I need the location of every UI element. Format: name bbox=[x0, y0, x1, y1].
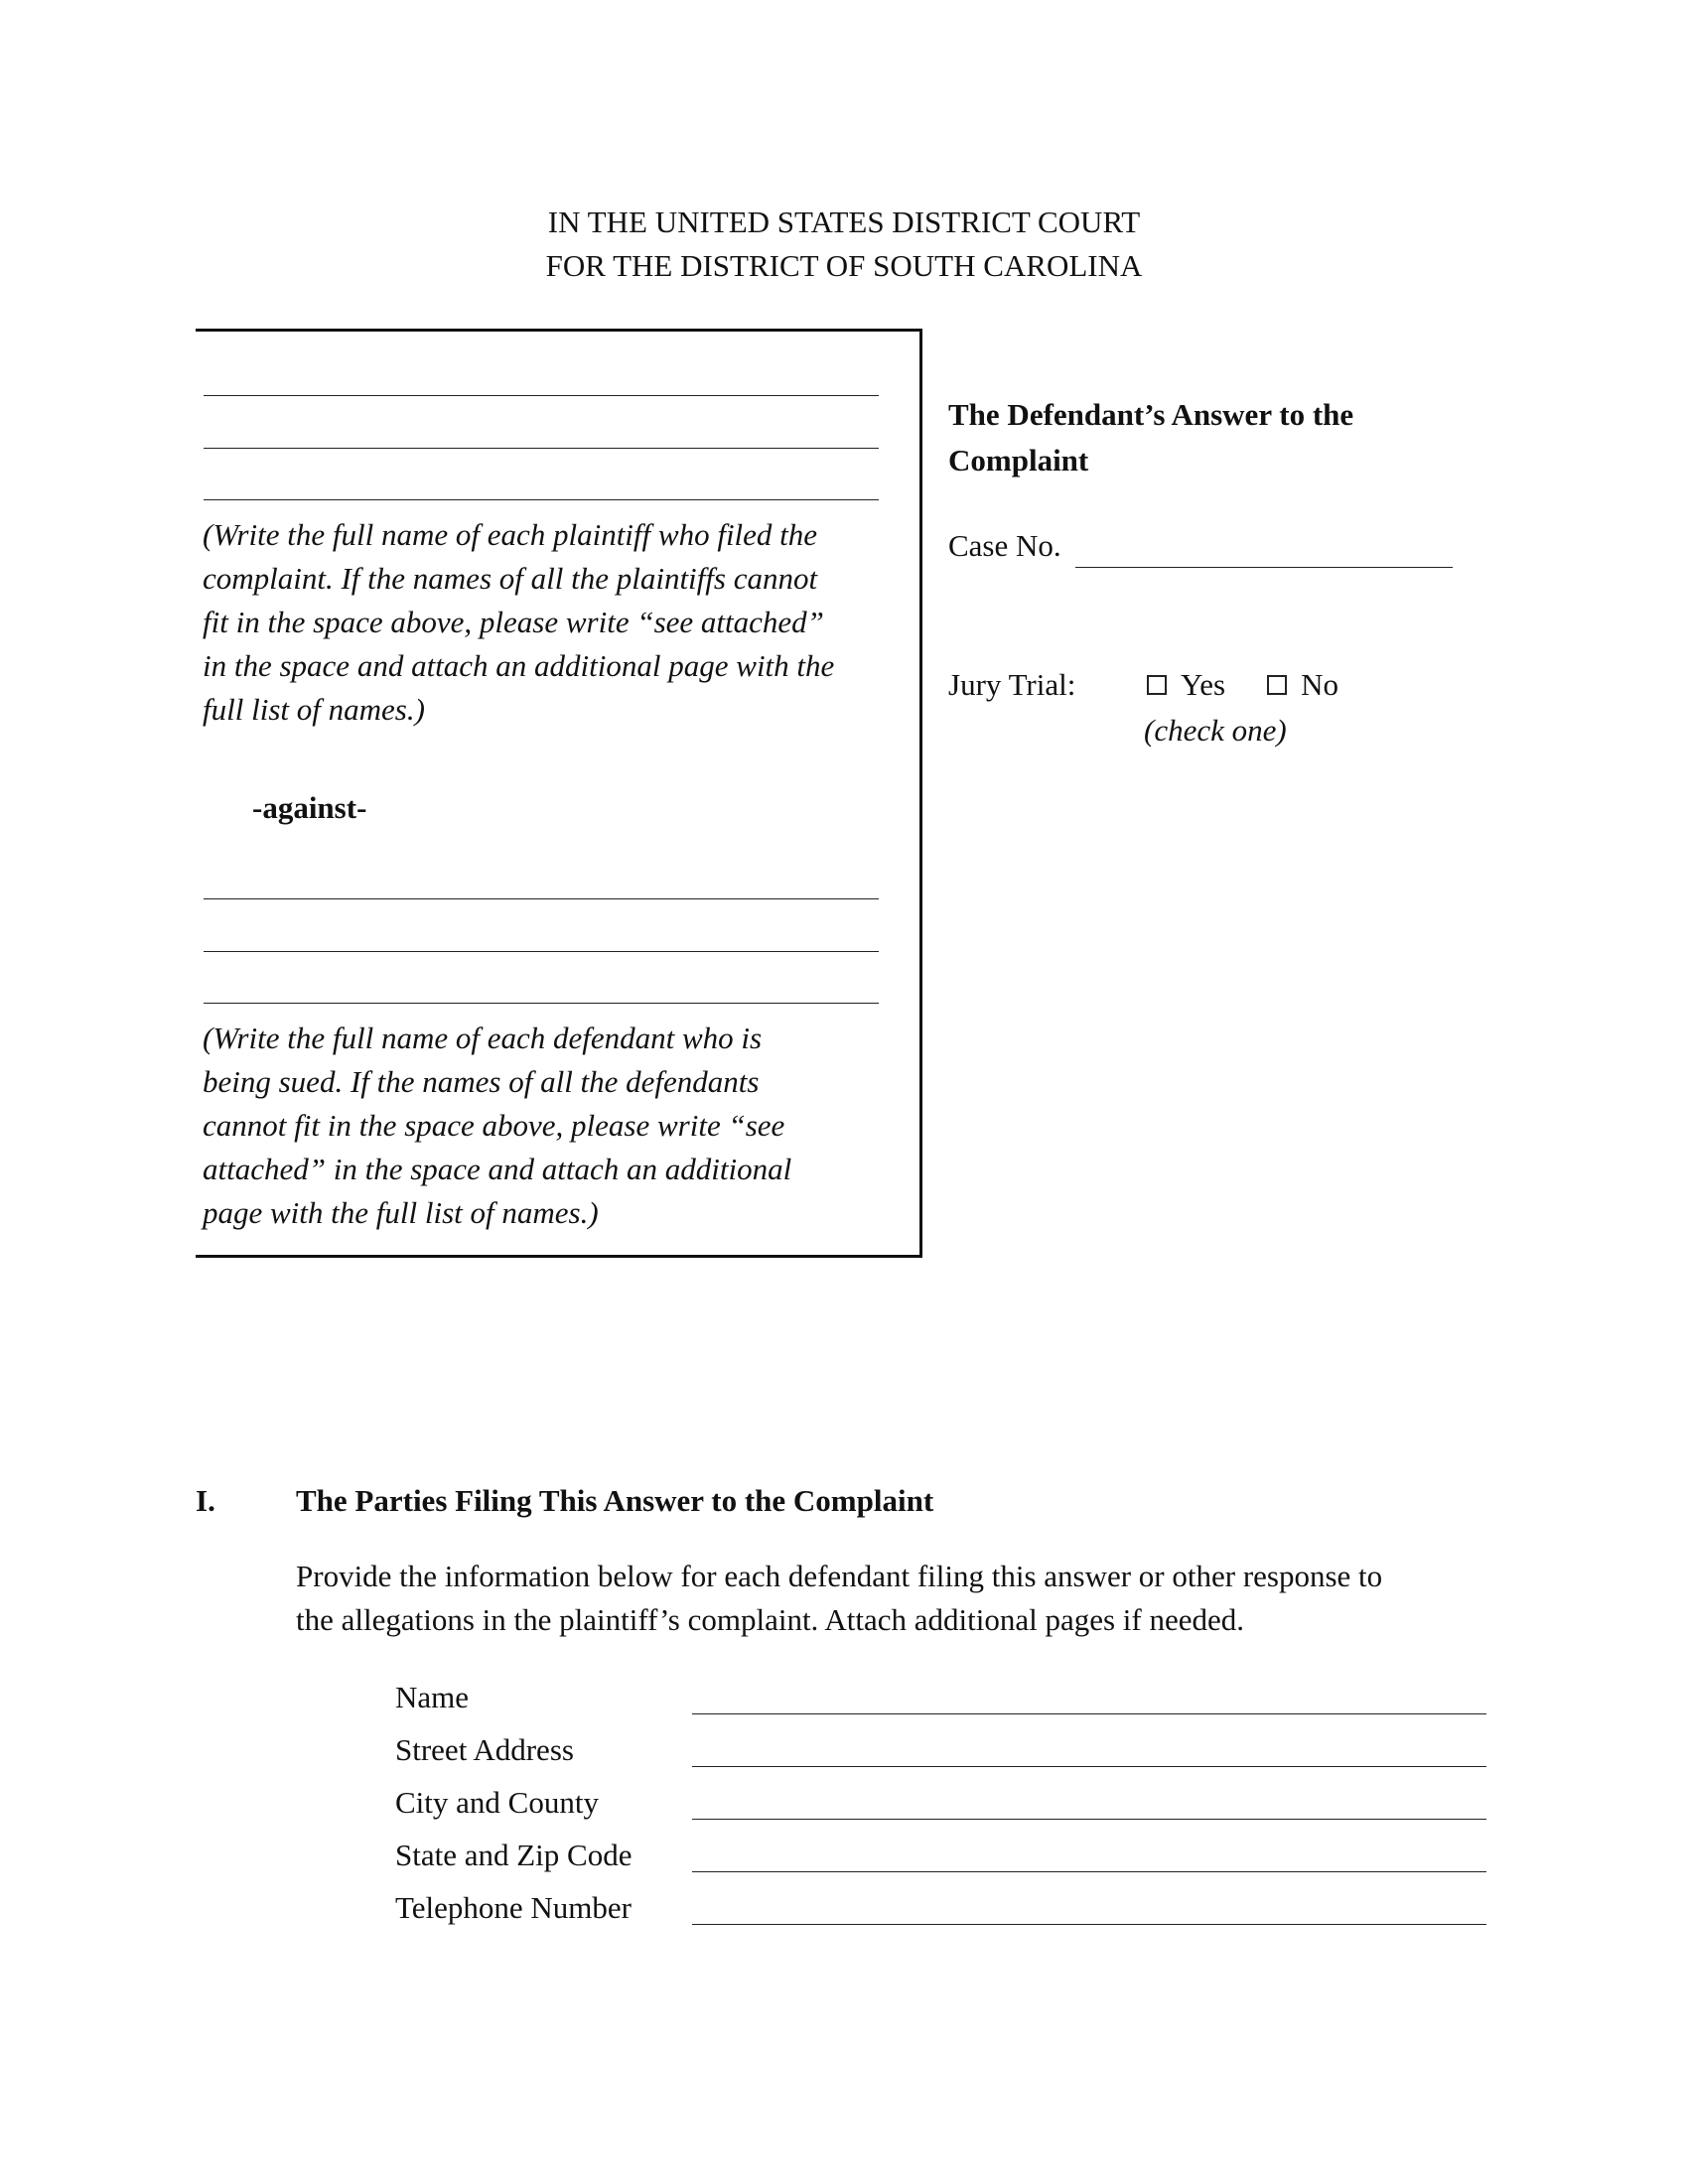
defendant-name-line-3[interactable] bbox=[204, 1003, 879, 1004]
against-label: -against- bbox=[252, 790, 367, 825]
jury-yes-option[interactable] bbox=[1147, 663, 1225, 707]
field-input-street-address[interactable] bbox=[692, 1766, 1486, 1767]
plaintiff-name-line-1[interactable] bbox=[204, 395, 879, 396]
jury-trial-hint: (check one) bbox=[1144, 713, 1287, 748]
case-number-field[interactable] bbox=[1075, 537, 1453, 568]
plaintiff-instructions-line: full list of names.) bbox=[203, 692, 425, 727]
plaintiff-instructions bbox=[203, 513, 888, 732]
plaintiff-instructions-line: (Write the full name of each plaintiff who filed the bbox=[203, 517, 818, 552]
plaintiff-name-line-3[interactable] bbox=[204, 499, 879, 500]
field-label-city-county: City and County bbox=[395, 1785, 599, 1820]
field-input-telephone[interactable] bbox=[692, 1924, 1486, 1925]
defendant-instructions-line: being sued. If the names of all the defendants bbox=[203, 1064, 760, 1099]
jury-no-option[interactable] bbox=[1267, 663, 1338, 707]
field-label-state-zip: State and Zip Code bbox=[395, 1838, 633, 1872]
jury-no-label: No bbox=[1301, 667, 1338, 702]
jury-no-checkbox[interactable] bbox=[1267, 675, 1287, 695]
case-number-row bbox=[948, 524, 1453, 568]
jury-trial-label: Jury Trial: bbox=[948, 667, 1076, 702]
jury-yes-label: Yes bbox=[1181, 667, 1226, 702]
document-title bbox=[948, 392, 1353, 483]
plaintiff-name-line-2[interactable] bbox=[204, 448, 879, 449]
case-number-label: Case No. bbox=[948, 528, 1061, 563]
defendant-instructions-line: cannot fit in the space above, please write “see bbox=[203, 1108, 785, 1143]
section-intro-line: Provide the information below for each defendant filing this answer or other response to bbox=[296, 1559, 1383, 1593]
defendant-instructions-line: attached” in the space and attach an additional bbox=[203, 1152, 792, 1186]
court-heading bbox=[0, 201, 1688, 288]
field-label-telephone: Telephone Number bbox=[395, 1890, 632, 1925]
field-label-name: Name bbox=[395, 1680, 470, 1714]
field-input-city-county[interactable] bbox=[692, 1819, 1486, 1820]
document-title-line-1: The Defendant’s Answer to the bbox=[948, 397, 1354, 432]
jury-trial-options bbox=[1147, 663, 1380, 707]
section-intro-line: the allegations in the plaintiff’s complaint. Attach additional pages if needed. bbox=[296, 1602, 1244, 1637]
court-heading-line-2: FOR THE DISTRICT OF SOUTH CAROLINA bbox=[545, 248, 1143, 283]
defendant-instructions-line: page with the full list of names.) bbox=[203, 1195, 599, 1230]
defendant-name-line-1[interactable] bbox=[204, 898, 879, 899]
document-title-line-2: Complaint bbox=[948, 443, 1089, 478]
plaintiff-instructions-line: in the space and attach an additional page with the bbox=[203, 648, 835, 683]
plaintiff-instructions-line: complaint. If the names of all the plaintiffs cannot bbox=[203, 561, 818, 596]
field-label-street-address: Street Address bbox=[395, 1732, 574, 1767]
plaintiff-instructions-line: fit in the space above, please write “see attached” bbox=[203, 605, 824, 639]
court-heading-line-1: IN THE UNITED STATES DISTRICT COURT bbox=[547, 205, 1141, 239]
defendant-instructions-line: (Write the full name of each defendant who is bbox=[203, 1021, 763, 1055]
field-input-state-zip[interactable] bbox=[692, 1871, 1486, 1872]
jury-yes-checkbox[interactable] bbox=[1147, 675, 1167, 695]
section-number: I. bbox=[196, 1483, 215, 1518]
defendant-instructions bbox=[203, 1017, 888, 1235]
section-intro bbox=[296, 1555, 1487, 1642]
section-title: The Parties Filing This Answer to the Complaint bbox=[296, 1483, 934, 1518]
field-input-name[interactable] bbox=[692, 1713, 1486, 1714]
defendant-name-line-2[interactable] bbox=[204, 951, 879, 952]
